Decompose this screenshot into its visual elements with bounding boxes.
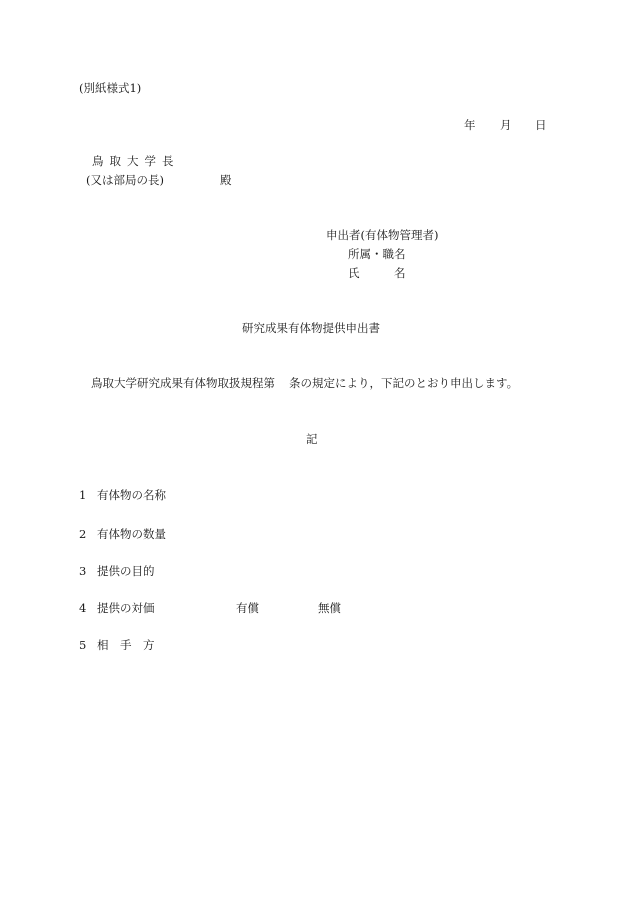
- date-day: 日: [535, 118, 547, 132]
- date-month: 月: [500, 118, 512, 132]
- addressee-alt: (又は部局の長): [86, 173, 164, 187]
- form-label: (別紙様式1): [79, 81, 142, 95]
- addressee-title: 鳥取大学長: [92, 154, 180, 168]
- item-number: 1: [79, 488, 87, 502]
- item-2: [79, 529, 166, 541]
- applicant-heading: 申出者(有体物管理者): [326, 228, 439, 242]
- item-label: 相 手 方: [97, 638, 155, 652]
- applicant-affiliation: 所属・職名: [348, 247, 406, 261]
- body-text: [91, 378, 518, 390]
- item-4: [79, 603, 155, 615]
- applicant-name-label: 氏 名: [348, 266, 406, 280]
- item-label: 有体物の名称: [97, 488, 166, 502]
- item-number: 5: [79, 638, 87, 652]
- item-label: 有体物の数量: [97, 527, 166, 541]
- date-year: 年: [464, 118, 476, 132]
- ki-heading: 記: [306, 432, 318, 446]
- item-3: [79, 566, 155, 578]
- item-label: 提供の目的: [97, 564, 155, 578]
- consideration-paid: 有償: [236, 601, 259, 615]
- item-number: 3: [79, 564, 87, 578]
- item-number: 4: [79, 601, 87, 615]
- item-number: 2: [79, 527, 87, 541]
- item-label: 提供の対価: [97, 601, 155, 615]
- consideration-free: 無償: [318, 601, 341, 615]
- body-text-part2: 条の規定により，下記のとおり申出します。: [289, 376, 519, 390]
- addressee-honorific: 殿: [220, 173, 232, 187]
- item-1: [79, 490, 166, 502]
- body-text-part1: 鳥取大学研究成果有体物取扱規程第: [91, 376, 275, 390]
- item-5: [79, 640, 155, 652]
- document-title: 研究成果有体物提供申出書: [242, 321, 380, 335]
